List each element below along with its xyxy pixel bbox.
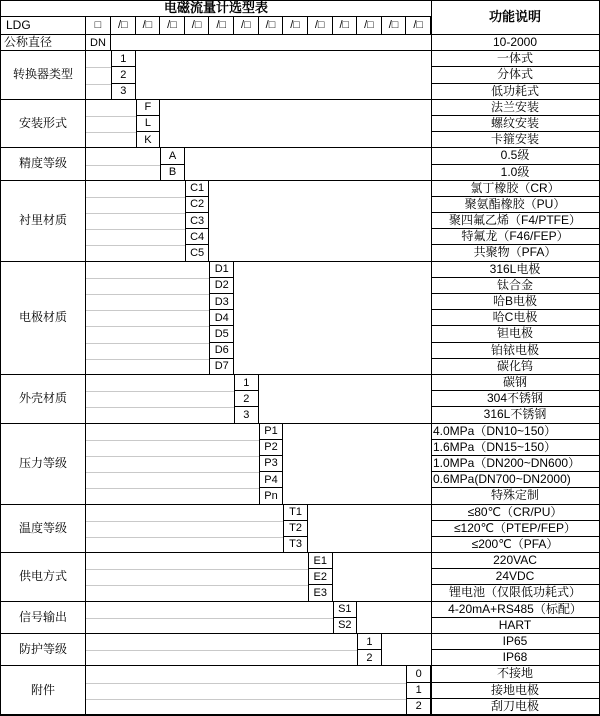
code-cell: P3 [259, 456, 284, 472]
function-cell: 特殊定制 [431, 488, 599, 504]
function-cell: 接地电极 [431, 683, 599, 699]
code-cell: C4 [185, 229, 210, 245]
code-cell: K [136, 132, 161, 148]
function-cell: 不接地 [431, 666, 599, 682]
code-cell: E3 [308, 585, 333, 601]
model-slash-cell: /□ [283, 17, 308, 35]
code-cell: C3 [185, 213, 210, 229]
code-cell: 2 [111, 67, 136, 83]
code-cell: 1 [406, 683, 431, 699]
section-filler-left [86, 634, 357, 666]
code-cell: L [136, 116, 161, 132]
dn-filler [111, 35, 431, 51]
model-slash-cell: /□ [160, 17, 185, 35]
function-cell: 碳化钨 [431, 359, 599, 375]
section-filler-right [382, 634, 431, 666]
section-filler-right [283, 424, 431, 505]
function-cell: 1.0级 [431, 165, 599, 181]
section-filler-left [86, 602, 333, 634]
section-filler-left [86, 553, 308, 602]
function-cell: 卡箍安装 [431, 132, 599, 148]
function-cell: IP68 [431, 650, 599, 666]
code-cell: T3 [283, 537, 308, 553]
section-label: 供电方式 [1, 553, 86, 602]
section-label: 防护等级 [1, 634, 86, 666]
code-cell: 2 [406, 699, 431, 715]
section-filler-left [86, 666, 406, 715]
section-filler-right [308, 505, 431, 554]
code-cell: D2 [209, 278, 234, 294]
code-cell: Pn [259, 488, 284, 504]
function-cell: 0.5级 [431, 148, 599, 164]
code-cell: E1 [308, 553, 333, 569]
function-cell: 共聚物（PFA） [431, 245, 599, 261]
code-cell: C5 [185, 245, 210, 261]
model-slash-cell: /□ [209, 17, 234, 35]
model-slash-cell: /□ [185, 17, 210, 35]
code-cell: 2 [234, 391, 259, 407]
model-slash-cell: /□ [333, 17, 358, 35]
section-filler-left [86, 424, 259, 505]
function-cell: 1.0MPa（DN200~DN600） [431, 456, 599, 472]
code-cell: B [160, 165, 185, 181]
code-cell: S2 [333, 618, 358, 634]
code-cell: A [160, 148, 185, 164]
code-cell: D5 [209, 326, 234, 342]
section-filler-left [86, 262, 209, 375]
code-cell: D4 [209, 310, 234, 326]
function-cell: 铂铱电极 [431, 343, 599, 359]
section-label: 附件 [1, 666, 86, 715]
section-label: 转换器类型 [1, 51, 86, 100]
code-cell: 2 [357, 650, 382, 666]
function-column-header: 功能说明 [431, 1, 599, 35]
function-cell: 220VAC [431, 553, 599, 569]
function-cell: 哈B电极 [431, 294, 599, 310]
section-filler-right [357, 602, 431, 634]
function-cell: 分体式 [431, 67, 599, 83]
code-cell: P1 [259, 424, 284, 440]
function-cell: 刮刀电极 [431, 699, 599, 715]
function-cell: ≤80℃（CR/PU） [431, 505, 599, 521]
function-cell: 低功耗式 [431, 84, 599, 100]
function-cell: 钛合金 [431, 278, 599, 294]
function-cell: 4.0MPa（DN10~150） [431, 424, 599, 440]
model-slash-cell: /□ [406, 17, 431, 35]
code-cell: T1 [283, 505, 308, 521]
function-cell: ≤200℃（PFA） [431, 537, 599, 553]
function-cell: 4-20mA+RS485（标配） [431, 602, 599, 618]
function-cell: 聚四氟乙烯（F4/PTFE） [431, 213, 599, 229]
function-cell: 钽电极 [431, 326, 599, 342]
function-cell: 24VDC [431, 569, 599, 585]
code-cell: C2 [185, 197, 210, 213]
code-cell: P2 [259, 440, 284, 456]
function-cell: 锂电池（仅限低功耗式） [431, 585, 599, 601]
section-filler-right [160, 100, 431, 149]
function-cell: ≤120℃（PTEP/FEP） [431, 521, 599, 537]
function-cell: 0.6MPa(DN700~DN2000) [431, 472, 599, 488]
code-cell: T2 [283, 521, 308, 537]
code-cell: 0 [406, 666, 431, 682]
code-cell: S1 [333, 602, 358, 618]
code-cell: 3 [111, 84, 136, 100]
section-label: 安装形式 [1, 100, 86, 149]
section-label: 外壳材质 [1, 375, 86, 424]
function-cell: 哈C电极 [431, 310, 599, 326]
function-cell: 1.6MPa（DN15~150） [431, 440, 599, 456]
section-label: 电极材质 [1, 262, 86, 375]
code-cell: P4 [259, 472, 284, 488]
code-cell: F [136, 100, 161, 116]
section-label: 精度等级 [1, 148, 86, 180]
function-cell: IP65 [431, 634, 599, 650]
code-cell: 1 [357, 634, 382, 650]
function-cell: 碳钢 [431, 375, 599, 391]
section-filler-left [86, 375, 234, 424]
section-label: 信号输出 [1, 602, 86, 634]
function-cell: 316L电极 [431, 262, 599, 278]
code-cell: D7 [209, 359, 234, 375]
function-cell: 304不锈钢 [431, 391, 599, 407]
section-filler-left [86, 148, 160, 180]
code-cell: D3 [209, 294, 234, 310]
code-cell: D6 [209, 343, 234, 359]
code-cell: 1 [234, 375, 259, 391]
model-slash-cell: /□ [308, 17, 333, 35]
function-cell: 螺纹安装 [431, 116, 599, 132]
model-slash-cell: /□ [111, 17, 136, 35]
function-cell: 10-2000 [431, 35, 599, 51]
model-code: LDG [1, 17, 86, 35]
model-slash-cell: /□ [234, 17, 259, 35]
section-label: 衬里材质 [1, 181, 86, 262]
model-slash-cell: /□ [357, 17, 382, 35]
column-divider [431, 1, 432, 715]
dn-code: DN [86, 35, 111, 51]
code-cell: 3 [234, 407, 259, 423]
function-cell: HART [431, 618, 599, 634]
section-label: 温度等级 [1, 505, 86, 554]
section-filler-right [136, 51, 431, 100]
section-label: 压力等级 [1, 424, 86, 505]
code-cell: E2 [308, 569, 333, 585]
function-cell: 316L不锈钢 [431, 407, 599, 423]
section-filler-left [86, 51, 111, 100]
section-filler-right [234, 262, 431, 375]
code-cell: C1 [185, 181, 210, 197]
section-filler-left [86, 100, 136, 149]
code-cell: 1 [111, 51, 136, 67]
model-box-cell: □ [86, 17, 111, 35]
section-filler-right [209, 181, 431, 262]
table-title: 电磁流量计选型表 [1, 1, 431, 17]
function-cell: 特氟龙（F46/FEP） [431, 229, 599, 245]
model-slash-cell: /□ [382, 17, 407, 35]
code-cell: D1 [209, 262, 234, 278]
model-slash-cell: /□ [259, 17, 284, 35]
function-cell: 氯丁橡胶（CR） [431, 181, 599, 197]
dn-label: 公称直径 [1, 35, 86, 51]
section-filler-left [86, 505, 283, 554]
function-cell: 法兰安装 [431, 100, 599, 116]
section-filler-left [86, 181, 185, 262]
section-filler-right [185, 148, 431, 180]
function-cell: 聚氨酯橡胶（PU） [431, 197, 599, 213]
function-cell: 一体式 [431, 51, 599, 67]
section-filler-right [333, 553, 431, 602]
model-slash-cell: /□ [136, 17, 161, 35]
section-filler-right [259, 375, 431, 424]
